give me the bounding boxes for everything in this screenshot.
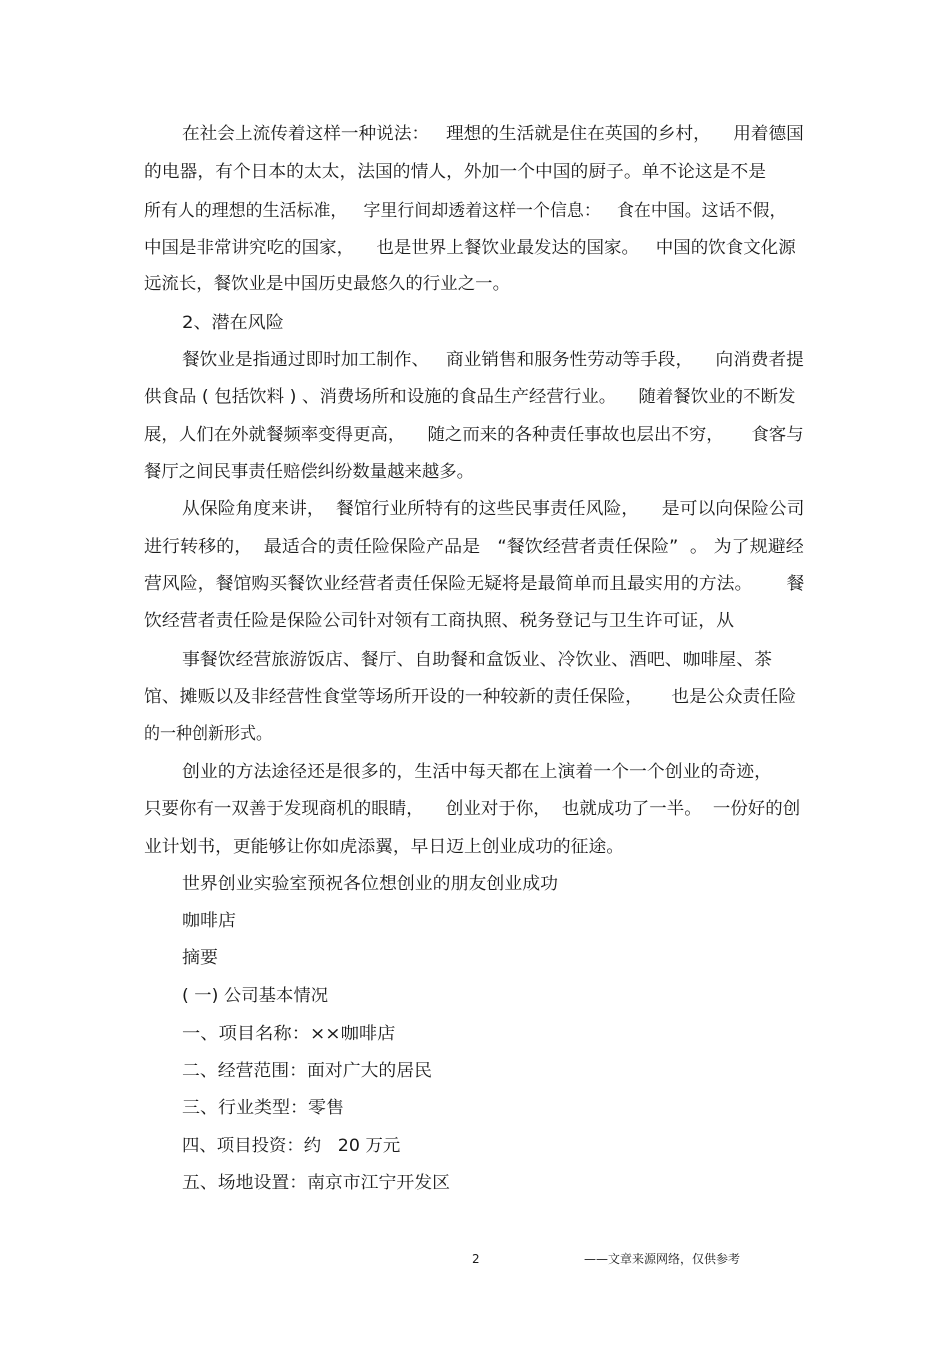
text-line: 业计划书，更能够让你如虎添翼，早日迈上创业成功的征途。 [144,837,624,857]
text-line: 三、行业类型：零售 [182,1098,344,1118]
text-line: 从保险角度来讲， 餐馆行业所特有的这些民事责任风险， 是可以向保险公司 [182,499,805,519]
text-line: 2、潜在风险 [182,313,284,333]
text-line: ( 一) 公司基本情况 [182,986,329,1006]
text-line: 在社会上流传着这样一种说法： 理想的生活就是住在英国的乡村， 用着德国 [182,124,804,144]
text-line: 世界创业实验室预祝各位想创业的朋友创业成功 [182,874,558,894]
text-line: 咖啡店 [182,911,236,931]
text-line: 供食品 ( 包括饮料 ) 、消费场所和设施的食品生产经营行业。 随着餐饮业的不断发 [144,387,796,407]
text-line: 餐饮业是指通过即时加工制作、 商业销售和服务性劳动等手段， 向消费者提 [182,350,804,370]
text-line: 创业的方法途径还是很多的，生活中每天都在上演着一个一个创业的奇迹， [182,762,772,782]
text-line: 摘要 [182,948,218,968]
text-line: 一、项目名称：××咖啡店 [182,1024,396,1044]
text-line: 餐厅之间民事责任赔偿纠纷数量越来越多。 [144,462,474,482]
text-line: 二、经营范围：面对广大的居民 [182,1061,432,1081]
text-line: 四、项目投资：约 20 万元 [182,1136,401,1156]
text-line: 馆、摊贩以及非经营性食堂等场所开设的一种较新的责任保险， 也是公众责任险 [144,687,797,707]
text-line: 饮经营者责任险是保险公司针对领有工商执照、税务登记与卫生许可证，从 [144,611,734,631]
text-line: 展，人们在外就餐频率变得更高， 随之而来的各种责任事故也层出不穷， 食客与 [144,425,804,445]
text-line: 的电器，有个日本的太太，法国的情人，外加一个中国的厨子。单不论这是不是 [144,162,767,182]
text-line: 远流长，餐饮业是中国历史最悠久的行业之一。 [144,274,511,294]
text-line: 进行转移的， 最适合的责任险保险产品是 “餐饮经营者责任保险” 。 为了规避经 [144,537,804,557]
text-line: 的一种创新形式。 [144,724,272,744]
text-line: 营风险，餐馆购买餐饮业经营者责任保险无疑将是最简单而且最实用的方法。 餐 [144,574,805,594]
text-line: 中国是非常讲究吃的国家， 也是世界上餐饮业最发达的国家。 中国的饮食文化源 [144,238,796,258]
source-note: ——文章来源网络，仅供参考 [584,1252,741,1266]
text-line: 只要你有一双善于发现商机的眼睛， 创业对于你， 也就成功了一半。 一份好的创 [144,799,801,819]
text-line: 事餐饮经营旅游饭店、餐厅、自助餐和盒饭业、冷饮业、酒吧、咖啡屋、茶 [182,650,772,670]
page-number: 2 [472,1252,480,1266]
text-line: 五、场地设置：南京市江宁开发区 [182,1173,450,1193]
text-line: 所有人的理想的生活标准， 字里行间却透着这样一个信息： 食在中国。这话不假， [144,201,787,221]
